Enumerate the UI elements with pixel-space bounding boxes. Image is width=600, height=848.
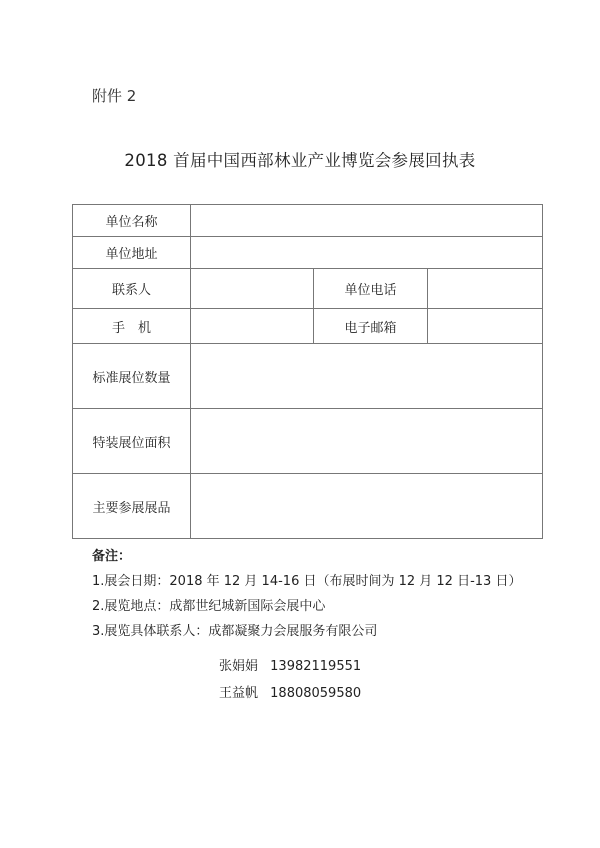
contact-entry <box>219 682 361 701</box>
form-row-special-booth-area <box>73 409 543 474</box>
special-booth-area-label: 特装展位面积 <box>73 409 191 474</box>
page-title: 2018 首届中国西部林业产业博览会参展回执表 <box>124 151 476 170</box>
company-phone-field[interactable] <box>428 269 543 309</box>
attachment-label: 附件 2 <box>92 87 137 105</box>
special-booth-area-field[interactable] <box>191 409 543 474</box>
form-row-mobile <box>73 309 543 344</box>
standard-booth-count-field[interactable] <box>191 344 543 409</box>
mobile-label: 手 机 <box>73 309 191 344</box>
form-row-standard-booths <box>73 344 543 409</box>
company-address-label: 单位地址 <box>73 237 191 269</box>
note-contact-organizer: 3.展览具体联系人：成都凝聚力会展服务有限公司 <box>92 624 378 639</box>
registration-form-table <box>72 204 543 539</box>
company-name-label: 单位名称 <box>73 205 191 237</box>
contact-name: 张娟娟 <box>219 659 259 674</box>
mobile-field[interactable] <box>191 309 314 344</box>
form-row-company-name <box>73 205 543 237</box>
contact-entry <box>219 655 361 674</box>
standard-booth-count-label: 标准展位数量 <box>73 344 191 409</box>
contact-phone: 13982119551 <box>270 659 362 674</box>
form-row-company-address <box>73 237 543 269</box>
company-phone-label: 单位电话 <box>314 269 428 309</box>
contact-person-field[interactable] <box>191 269 314 309</box>
note-exhibition-venue: 2.展览地点：成都世纪城新国际会展中心 <box>92 599 326 614</box>
form-row-contact <box>73 269 543 309</box>
main-exhibits-field[interactable] <box>191 474 543 539</box>
company-address-field[interactable] <box>191 237 543 269</box>
email-field[interactable] <box>428 309 543 344</box>
main-exhibits-label: 主要参展展品 <box>73 474 191 539</box>
notes-heading: 备注： <box>92 549 132 564</box>
notes-section <box>92 545 521 644</box>
note-exhibition-dates: 1.展会日期：2018 年 12 月 14-16 日（布展时间为 12 月 12 日-13 日） <box>92 574 522 589</box>
contact-person-label: 联系人 <box>73 269 191 309</box>
form-row-main-exhibits <box>73 474 543 539</box>
company-name-field[interactable] <box>191 205 543 237</box>
contact-name: 王益帆 <box>219 686 259 701</box>
contact-phone: 18808059580 <box>270 686 362 701</box>
email-label: 电子邮箱 <box>314 309 428 344</box>
